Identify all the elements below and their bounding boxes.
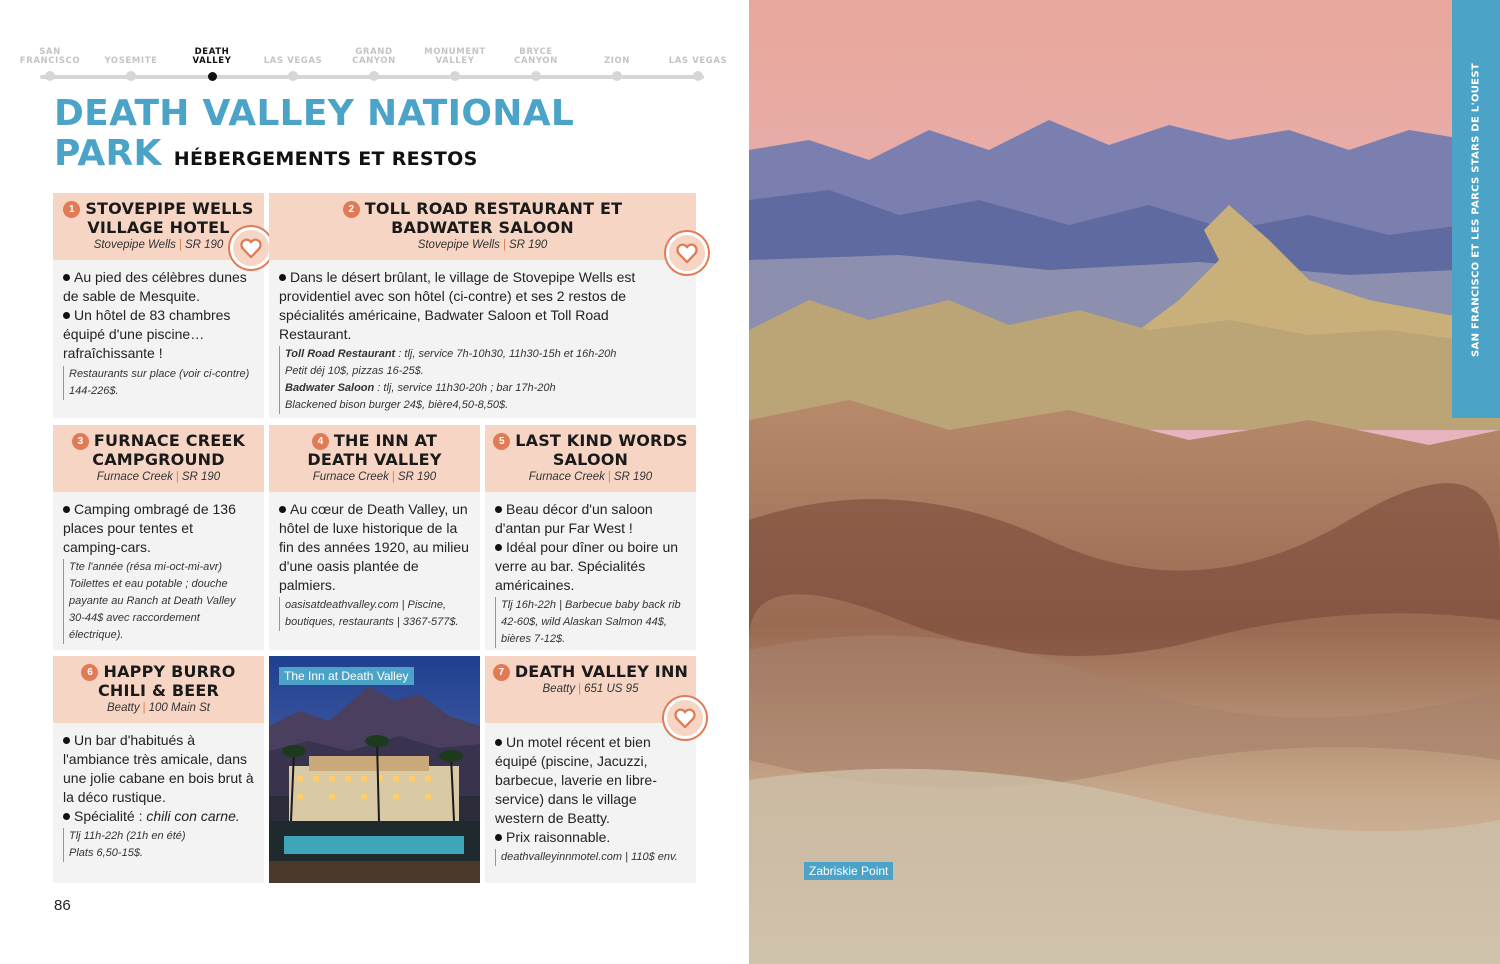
card-location — [275, 237, 690, 255]
card-body — [485, 492, 696, 654]
card-title — [491, 431, 690, 469]
card-road: SR 190 — [613, 471, 653, 483]
detail-line — [63, 828, 254, 845]
bullet-dot — [63, 813, 70, 820]
detail-line: oasisatdeathvalley.com | Piscine, boutiques, restaurants | 3367-577$. — [279, 597, 470, 631]
bullet-text: Au pied des célèbres dunes de sable de Mesquite. — [63, 269, 247, 304]
card-body — [269, 492, 480, 637]
route-stop-dot — [126, 71, 136, 81]
card-header — [269, 425, 480, 492]
left-page — [0, 0, 749, 964]
separator: | — [178, 239, 182, 251]
card-location — [59, 700, 258, 718]
card-body — [53, 492, 264, 650]
route-stop-label: ZION — [603, 56, 631, 66]
card-location — [491, 681, 690, 699]
card-place: Furnace Creek — [312, 471, 389, 483]
detail-name: Badwater Saloon — [285, 382, 375, 394]
detail-name: Toll Road Restaurant — [285, 348, 396, 360]
detail-text: : tlj, service 11h30-20h ; bar 17h-20h — [374, 382, 556, 394]
listing-card-6 — [53, 656, 264, 883]
card-place: Beatty — [107, 702, 140, 714]
bullet-item — [495, 733, 686, 828]
detail-text: 110$ env. — [631, 851, 678, 863]
bullet-item — [495, 538, 686, 595]
detail-text: Barbecue baby back rib 42-60$, wild Alaskan Salmon 44$, bières 7-12$. — [501, 599, 681, 645]
card-title — [59, 199, 258, 237]
card-road: SR 190 — [397, 471, 437, 483]
detail-text: Toilettes et eau potable ; douche payante au Ranch at Death Valley — [69, 578, 236, 607]
card-place: Furnace Creek — [528, 471, 605, 483]
route-stop-dot — [45, 71, 55, 81]
separator: | — [578, 683, 582, 695]
bullet-item — [63, 500, 254, 557]
page-title-line1: DEATH VALLEY NATIONAL — [54, 93, 575, 134]
bullet-dot — [495, 739, 502, 746]
bullet-item — [63, 731, 254, 807]
route-stop-label: DEATH VALLEY — [192, 47, 232, 66]
card-number: 7 — [493, 664, 510, 681]
card-location — [59, 237, 258, 255]
card-place: Stovepipe Wells — [93, 239, 176, 251]
card-number: 3 — [72, 433, 89, 450]
chapter-side-tab-text: SAN FRANCISCO ET LES PARCS STARS DE L'OUEST — [1470, 63, 1482, 357]
detail-text: Tte l'année (résa mi-oct-mi-avr) — [69, 561, 223, 573]
route-stop-label: GRAND CANYON — [352, 47, 396, 66]
photo-caption-zabriskie: Zabriskie Point — [804, 862, 893, 880]
card-body — [53, 260, 264, 406]
bullet-text: Camping ombragé de 136 places pour tentes et camping-cars. — [63, 501, 236, 555]
detail-line — [279, 380, 646, 397]
card-road: SR 190 — [508, 239, 548, 251]
separator: | — [502, 239, 506, 251]
route-stop-las-vegas-2[interactable] — [648, 40, 748, 66]
listing-card-7 — [485, 656, 696, 883]
route-stop-label: LAS VEGAS — [668, 56, 728, 66]
separator: | — [607, 471, 611, 483]
card-title-text: THE INN AT DEATH VALLEY — [307, 431, 442, 469]
listing-card-5 — [485, 425, 696, 650]
card-title-text: HAPPY BURRO CHILI & BEER — [97, 662, 236, 700]
separator: | — [175, 471, 179, 483]
bullet-dot — [279, 274, 286, 281]
heart-icon — [230, 227, 272, 269]
page-title-line2: PARK — [54, 133, 162, 174]
page-title-line2-row — [54, 134, 574, 179]
bullet-dot — [63, 737, 70, 744]
card-title-text: TOLL ROAD RESTAURANT ET BADWATER SALOON — [364, 199, 623, 237]
card-title — [59, 662, 258, 700]
card-header — [485, 425, 696, 492]
detail-text: 3367-577$. — [402, 616, 459, 628]
listing-card-4 — [269, 425, 480, 650]
bullet-item — [63, 807, 254, 826]
card-title-text: LAST KIND WORDS SALOON — [515, 431, 688, 469]
route-stop-dot-current — [208, 72, 217, 81]
card-location — [275, 469, 474, 487]
listing-card-2 — [269, 193, 696, 418]
detail-text: 30-44$ avec raccordement électrique). — [69, 612, 200, 641]
route-stop-label: LAS VEGAS — [263, 56, 323, 66]
card-location — [59, 469, 258, 487]
card-number: 2 — [343, 201, 360, 218]
zabriskie-point-photo — [749, 0, 1500, 964]
card-title-text: DEATH VALLEY INN — [514, 662, 689, 681]
card-title-text: FURNACE CREEK CAMPGROUND — [92, 431, 246, 469]
card-place: Beatty — [542, 683, 576, 695]
card-header — [53, 656, 264, 723]
bullet-text: Prix raisonnable. — [506, 829, 611, 845]
bullet-text: Spécialité : — [74, 808, 147, 824]
detail-line — [63, 845, 254, 862]
bullet-dot — [63, 312, 70, 319]
card-title — [491, 662, 690, 681]
bullet-dot — [279, 506, 286, 513]
listing-card-1 — [53, 193, 264, 418]
separator: | — [391, 471, 395, 483]
route-stop-dot — [612, 71, 622, 81]
card-number: 4 — [312, 433, 329, 450]
photo-caption: The Inn at Death Valley — [279, 667, 414, 685]
card-number: 6 — [81, 664, 98, 681]
card-body — [269, 260, 696, 420]
page-subtitle: HÉBERGEMENTS ET RESTOS — [173, 148, 478, 170]
bullet-text: Au cœur de Death Valley, un hôtel de luxe historique de la fin des années 1920, au milieu d'une oasis plantée de palmiers. — [279, 501, 469, 593]
route-stop-dot — [693, 71, 703, 81]
bullet-item — [279, 268, 646, 344]
card-title — [59, 431, 258, 469]
page-title — [54, 94, 574, 179]
card-title-text: STOVEPIPE WELLS VILLAGE HOTEL — [85, 199, 254, 237]
detail-text: Blackened bison burger 24$, bière4,50-8,50$. — [285, 399, 509, 411]
detail-text: Tlj 11h-22h (21h en été) — [69, 830, 186, 842]
detail-line — [279, 346, 646, 363]
card-header — [53, 425, 264, 492]
detail-text: Restaurants sur place (voir ci-contre) — [69, 368, 250, 380]
card-body — [53, 723, 264, 868]
detail-line — [279, 397, 646, 414]
detail-line — [63, 559, 254, 576]
bullet-dot — [495, 834, 502, 841]
route-stop-label: SAN FRANCISCO — [19, 47, 81, 66]
detail-line — [279, 363, 646, 380]
bullet-text: Dans le désert brûlant, le village de Stovepipe Wells est providentiel avec son hôtel (ci-contre) et ses 2 restos de spécialités américaine, Badwater Saloon et Toll Road Restaurant. — [279, 269, 636, 342]
heart-icon — [666, 232, 708, 274]
separator: | — [142, 702, 146, 714]
detail-text: : tlj, service 7h-10h30, 11h30-15h et 16h-20h — [395, 348, 617, 360]
listing-card-3 — [53, 425, 264, 650]
bullet-dot — [63, 274, 70, 281]
bullet-text: Un bar d'habitués à l'ambiance très amicale, dans une jolie cabane en bois brut à la déco rustique. — [63, 732, 254, 805]
bullet-dot — [495, 506, 502, 513]
detail-line — [63, 576, 254, 610]
card-body — [485, 723, 696, 872]
route-stop-label: MONUMENT VALLEY — [424, 47, 486, 66]
card-place: Stovepipe Wells — [417, 239, 500, 251]
bullet-item — [495, 828, 686, 847]
detail-line: Tlj 16h-22h | Barbecue baby back rib 42-60$, wild Alaskan Salmon 44$, bières 7-12$. — [495, 597, 686, 648]
detail-text: 144-226$. — [69, 385, 119, 397]
detail-line: deathvalleyinnmotel.com | 110$ env. — [495, 849, 686, 866]
card-location — [491, 469, 690, 487]
detail-line — [63, 366, 254, 400]
route-stop-dot — [450, 71, 460, 81]
card-number: 5 — [493, 433, 510, 450]
card-road: SR 190 — [181, 471, 221, 483]
bullet-text: Un hôtel de 83 chambres équipé d'une piscine… rafraîchissante ! — [63, 307, 231, 361]
detail-text: Plats 6,50-15$. — [69, 847, 143, 859]
page-number: 86 — [54, 897, 71, 914]
bullet-dot — [63, 506, 70, 513]
route-nav — [0, 40, 749, 82]
bullet-item — [63, 268, 254, 306]
route-stop-dot — [288, 71, 298, 81]
card-road: 651 US 95 — [584, 683, 639, 695]
bullet-item — [63, 306, 254, 363]
inn-photo — [269, 656, 480, 883]
route-stop-label: BRYCE CANYON — [514, 47, 558, 66]
detail-line — [63, 610, 254, 644]
chapter-side-tab — [1452, 0, 1500, 418]
inn-photo-image — [269, 656, 480, 883]
detail-text: Piscine, boutiques, restaurants — [285, 599, 447, 628]
right-page-photo — [749, 0, 1500, 964]
bullet-text: Idéal pour dîner ou boire un verre au bar. Spécialités américaines. — [495, 539, 679, 593]
route-stop-dot — [369, 71, 379, 81]
bullet-item — [495, 500, 686, 538]
bullet-text: Beau décor d'un saloon d'antan pur Far West ! — [495, 501, 653, 536]
detail-text: Tlj 16h-22h — [501, 599, 557, 611]
card-number: 1 — [63, 201, 80, 218]
card-place: Furnace Creek — [96, 471, 173, 483]
card-title — [275, 199, 690, 237]
bullet-item — [279, 500, 470, 595]
detail-text: oasisatdeathvalley.com — [285, 599, 399, 611]
bullet-text-italic: chili con carne. — [146, 808, 240, 824]
bullet-text: Un motel récent et bien équipé (piscine, Jacuzzi, barbecue, laverie en libre-service) dans le village western de Beatty. — [495, 734, 657, 826]
route-stop-label: YOSEMITE — [104, 56, 158, 66]
route-stop-dot — [531, 71, 541, 81]
detail-text: deathvalleyinnmotel.com — [501, 851, 623, 863]
card-header — [269, 193, 696, 260]
card-title — [275, 431, 474, 469]
heart-icon — [664, 697, 706, 739]
card-road: SR 190 — [184, 239, 224, 251]
detail-text: Petit déj 10$, pizzas 16-25$. — [285, 365, 424, 377]
card-road: 100 Main St — [148, 702, 210, 714]
bullet-dot — [495, 544, 502, 551]
